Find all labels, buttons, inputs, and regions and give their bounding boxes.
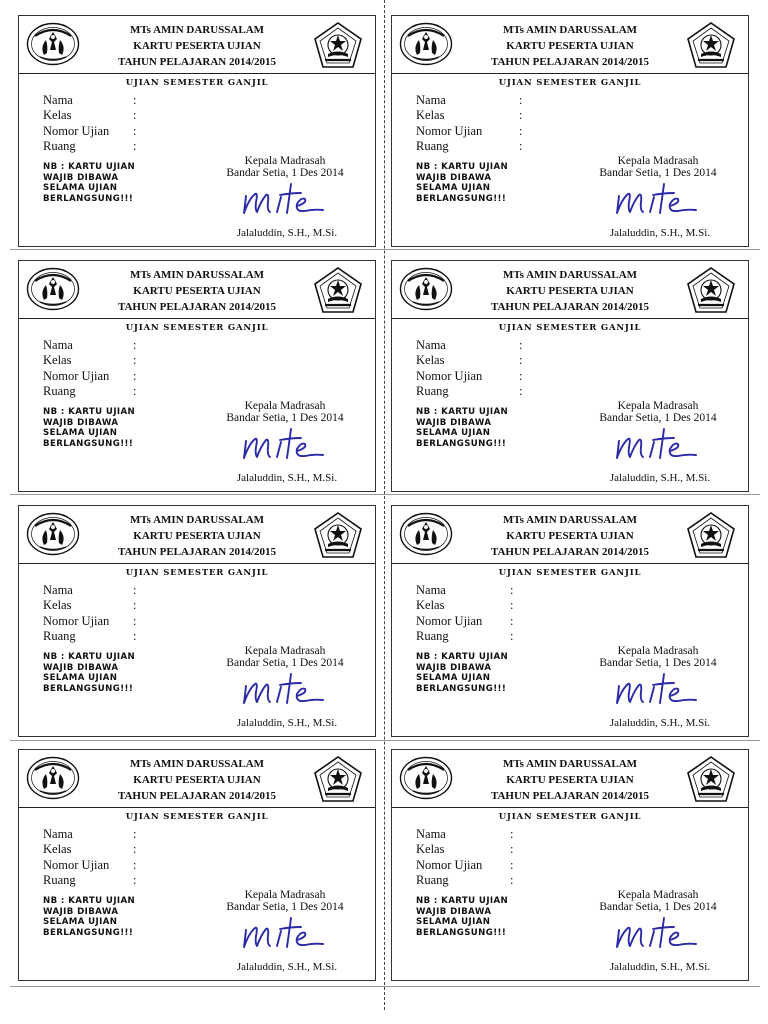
place-date: Bandar Setia, 1 Des 2014	[599, 657, 717, 669]
note-line: BERLANGSUNG!!!	[43, 193, 134, 204]
madrasah-pentagon-logo-icon	[686, 266, 736, 314]
field-colon: :	[133, 583, 137, 597]
place-date: Bandar Setia, 1 Des 2014	[226, 901, 344, 913]
signature-image	[241, 672, 325, 708]
note-line: SELAMA UJIAN	[416, 917, 491, 927]
field-colon: :	[133, 139, 137, 153]
signature-image	[614, 182, 698, 218]
signer-name: Jalaluddin, S.H., M.Si.	[609, 717, 711, 729]
school-name: MTs AMIN DARUSSALAM	[502, 24, 638, 36]
card-note	[416, 407, 536, 449]
note-line: BERLANGSUNG!!!	[43, 927, 134, 938]
field-label-nama: Nama	[416, 583, 446, 597]
field-label-nama: Nama	[43, 93, 73, 107]
field-colon: :	[133, 108, 137, 122]
note-line: SELAMA UJIAN	[416, 673, 491, 683]
field-colon: :	[133, 598, 137, 612]
field-label-nama: Nama	[416, 338, 446, 352]
field-label-kelas: Kelas	[416, 842, 445, 856]
field-label-nomor-ujian: Nomor Ujian	[416, 614, 483, 628]
vertical-cut-line	[384, 0, 385, 1010]
card-header	[19, 16, 375, 74]
card-title: KARTU PESERTA UJIAN	[133, 40, 261, 52]
field-label-kelas: Kelas	[43, 108, 72, 122]
field-colon: :	[510, 858, 514, 872]
signature-image	[241, 427, 325, 463]
field-label-kelas: Kelas	[416, 108, 445, 122]
signature-image	[614, 916, 698, 952]
field-colon: :	[510, 842, 514, 856]
tut-wuri-handayani-logo-icon	[399, 267, 453, 311]
field-label-ruang: Ruang	[416, 873, 449, 887]
exam-name: UJIAN SEMESTER GANJIL	[125, 78, 269, 88]
place-date: Bandar Setia, 1 Des 2014	[599, 901, 717, 913]
field-label-kelas: Kelas	[416, 598, 445, 612]
school-name: MTs AMIN DARUSSALAM	[129, 269, 265, 281]
signer-name: Jalaluddin, S.H., M.Si.	[236, 961, 338, 973]
field-colon: :	[519, 384, 523, 398]
field-colon: :	[519, 124, 523, 138]
note-line: WAJIB DIBAWA	[43, 417, 119, 428]
note-line: SELAMA UJIAN	[43, 428, 118, 438]
exam-card	[391, 749, 749, 981]
card-note	[416, 162, 536, 204]
card-note	[416, 652, 536, 694]
madrasah-pentagon-logo-icon	[313, 21, 363, 69]
card-note	[43, 652, 163, 694]
school-year: TAHUN PELAJARAN 2014/2015	[117, 301, 277, 313]
field-colon: :	[519, 139, 523, 153]
place-date: Bandar Setia, 1 Des 2014	[599, 412, 717, 424]
note-line: NB : KARTU UJIAN	[43, 652, 136, 662]
field-colon: :	[133, 827, 137, 841]
school-name: MTs AMIN DARUSSALAM	[502, 269, 638, 281]
school-year: TAHUN PELAJARAN 2014/2015	[490, 301, 650, 313]
field-label-nama: Nama	[43, 583, 73, 597]
field-colon: :	[519, 353, 523, 367]
school-year: TAHUN PELAJARAN 2014/2015	[117, 790, 277, 802]
field-colon: :	[133, 873, 137, 887]
field-label-nama: Nama	[43, 827, 73, 841]
field-colon: :	[519, 369, 523, 383]
exam-name: UJIAN SEMESTER GANJIL	[125, 323, 269, 333]
note-line: NB : KARTU UJIAN	[416, 896, 509, 906]
field-colon: :	[133, 858, 137, 872]
exam-name: UJIAN SEMESTER GANJIL	[125, 568, 269, 578]
card-header	[19, 750, 375, 808]
principal-title: Kepala Madrasah	[244, 645, 326, 657]
tut-wuri-handayani-logo-icon	[26, 22, 80, 66]
field-label-nomor-ujian: Nomor Ujian	[416, 369, 483, 383]
madrasah-pentagon-logo-icon	[313, 266, 363, 314]
tut-wuri-handayani-logo-icon	[399, 22, 453, 66]
school-year: TAHUN PELAJARAN 2014/2015	[490, 790, 650, 802]
field-colon: :	[133, 384, 137, 398]
signer-name: Jalaluddin, S.H., M.Si.	[236, 472, 338, 484]
principal-title: Kepala Madrasah	[617, 155, 699, 167]
field-label-ruang: Ruang	[43, 139, 76, 153]
field-colon: :	[133, 93, 137, 107]
card-header	[392, 750, 748, 808]
card-note	[43, 407, 163, 449]
field-colon: :	[133, 369, 137, 383]
exam-name: UJIAN SEMESTER GANJIL	[125, 812, 269, 822]
field-label-nomor-ujian: Nomor Ujian	[43, 124, 110, 138]
field-label-kelas: Kelas	[43, 598, 72, 612]
note-line: WAJIB DIBAWA	[43, 662, 119, 673]
field-label-ruang: Ruang	[43, 384, 76, 398]
note-line: BERLANGSUNG!!!	[43, 683, 134, 694]
principal-title: Kepala Madrasah	[244, 400, 326, 412]
exam-name: UJIAN SEMESTER GANJIL	[498, 323, 642, 333]
field-label-ruang: Ruang	[416, 384, 449, 398]
principal-title: Kepala Madrasah	[617, 645, 699, 657]
signer-name: Jalaluddin, S.H., M.Si.	[236, 717, 338, 729]
school-year: TAHUN PELAJARAN 2014/2015	[117, 546, 277, 558]
field-label-kelas: Kelas	[43, 842, 72, 856]
signature-image	[241, 916, 325, 952]
madrasah-pentagon-logo-icon	[686, 21, 736, 69]
card-header	[19, 261, 375, 319]
card-title: KARTU PESERTA UJIAN	[133, 774, 261, 786]
card-header	[392, 506, 748, 564]
exam-name: UJIAN SEMESTER GANJIL	[498, 812, 642, 822]
madrasah-pentagon-logo-icon	[686, 511, 736, 559]
tut-wuri-handayani-logo-icon	[26, 756, 80, 800]
note-line: NB : KARTU UJIAN	[43, 896, 136, 906]
tut-wuri-handayani-logo-icon	[26, 512, 80, 556]
note-line: WAJIB DIBAWA	[416, 906, 492, 917]
field-colon: :	[510, 873, 514, 887]
horizontal-cut-line	[10, 740, 760, 741]
field-colon: :	[510, 827, 514, 841]
place-date: Bandar Setia, 1 Des 2014	[226, 412, 344, 424]
note-line: WAJIB DIBAWA	[416, 662, 492, 673]
note-line: SELAMA UJIAN	[43, 673, 118, 683]
exam-card	[18, 260, 376, 492]
note-line: NB : KARTU UJIAN	[43, 162, 136, 172]
card-title: KARTU PESERTA UJIAN	[506, 285, 634, 297]
note-line: WAJIB DIBAWA	[43, 906, 119, 917]
exam-card	[391, 505, 749, 737]
field-colon: :	[133, 338, 137, 352]
field-label-nomor-ujian: Nomor Ujian	[416, 858, 483, 872]
note-line: NB : KARTU UJIAN	[416, 407, 509, 417]
field-label-ruang: Ruang	[416, 139, 449, 153]
field-colon: :	[510, 598, 514, 612]
note-line: WAJIB DIBAWA	[416, 172, 492, 183]
field-label-nomor-ujian: Nomor Ujian	[43, 369, 110, 383]
tut-wuri-handayani-logo-icon	[399, 756, 453, 800]
card-header	[392, 16, 748, 74]
signature-image	[614, 427, 698, 463]
school-name: MTs AMIN DARUSSALAM	[129, 514, 265, 526]
exam-card	[18, 749, 376, 981]
field-label-nama: Nama	[416, 93, 446, 107]
horizontal-cut-line	[10, 494, 760, 495]
signer-name: Jalaluddin, S.H., M.Si.	[236, 227, 338, 239]
school-name: MTs AMIN DARUSSALAM	[502, 514, 638, 526]
card-header	[392, 261, 748, 319]
note-line: SELAMA UJIAN	[43, 917, 118, 927]
field-label-kelas: Kelas	[416, 353, 445, 367]
note-line: NB : KARTU UJIAN	[43, 407, 136, 417]
field-label-nomor-ujian: Nomor Ujian	[416, 124, 483, 138]
note-line: NB : KARTU UJIAN	[416, 652, 509, 662]
field-colon: :	[133, 842, 137, 856]
field-label-kelas: Kelas	[43, 353, 72, 367]
exam-card	[391, 260, 749, 492]
principal-title: Kepala Madrasah	[617, 400, 699, 412]
note-line: BERLANGSUNG!!!	[416, 683, 507, 694]
field-colon: :	[133, 614, 137, 628]
principal-title: Kepala Madrasah	[244, 889, 326, 901]
note-line: WAJIB DIBAWA	[43, 172, 119, 183]
school-name: MTs AMIN DARUSSALAM	[129, 24, 265, 36]
field-colon: :	[519, 108, 523, 122]
field-colon: :	[510, 614, 514, 628]
signature-image	[614, 672, 698, 708]
school-year: TAHUN PELAJARAN 2014/2015	[490, 56, 650, 68]
field-colon: :	[519, 338, 523, 352]
card-title: KARTU PESERTA UJIAN	[506, 530, 634, 542]
card-note	[43, 896, 163, 938]
card-header	[19, 506, 375, 564]
field-colon: :	[510, 629, 514, 643]
signer-name: Jalaluddin, S.H., M.Si.	[609, 961, 711, 973]
horizontal-cut-line	[10, 249, 760, 250]
field-label-nama: Nama	[416, 827, 446, 841]
madrasah-pentagon-logo-icon	[686, 755, 736, 803]
school-year: TAHUN PELAJARAN 2014/2015	[490, 546, 650, 558]
horizontal-cut-line	[10, 986, 760, 987]
madrasah-pentagon-logo-icon	[313, 511, 363, 559]
madrasah-pentagon-logo-icon	[313, 755, 363, 803]
exam-card	[18, 505, 376, 737]
tut-wuri-handayani-logo-icon	[399, 512, 453, 556]
school-name: MTs AMIN DARUSSALAM	[129, 758, 265, 770]
field-colon: :	[510, 583, 514, 597]
field-label-ruang: Ruang	[43, 629, 76, 643]
field-label-ruang: Ruang	[416, 629, 449, 643]
signature-image	[241, 182, 325, 218]
signer-name: Jalaluddin, S.H., M.Si.	[609, 227, 711, 239]
note-line: BERLANGSUNG!!!	[416, 438, 507, 449]
place-date: Bandar Setia, 1 Des 2014	[226, 657, 344, 669]
card-title: KARTU PESERTA UJIAN	[133, 285, 261, 297]
field-label-nomor-ujian: Nomor Ujian	[43, 858, 110, 872]
place-date: Bandar Setia, 1 Des 2014	[599, 167, 717, 179]
school-name: MTs AMIN DARUSSALAM	[502, 758, 638, 770]
field-label-nama: Nama	[43, 338, 73, 352]
exam-name: UJIAN SEMESTER GANJIL	[498, 568, 642, 578]
note-line: SELAMA UJIAN	[43, 183, 118, 193]
principal-title: Kepala Madrasah	[617, 889, 699, 901]
principal-title: Kepala Madrasah	[244, 155, 326, 167]
card-title: KARTU PESERTA UJIAN	[506, 40, 634, 52]
field-colon: :	[133, 124, 137, 138]
exam-name: UJIAN SEMESTER GANJIL	[498, 78, 642, 88]
field-colon: :	[133, 629, 137, 643]
exam-card	[18, 15, 376, 247]
card-note	[416, 896, 536, 938]
field-label-ruang: Ruang	[43, 873, 76, 887]
note-line: BERLANGSUNG!!!	[416, 927, 507, 938]
signer-name: Jalaluddin, S.H., M.Si.	[609, 472, 711, 484]
exam-card	[391, 15, 749, 247]
card-title: KARTU PESERTA UJIAN	[506, 774, 634, 786]
field-colon: :	[133, 353, 137, 367]
field-colon: :	[519, 93, 523, 107]
place-date: Bandar Setia, 1 Des 2014	[226, 167, 344, 179]
card-note	[43, 162, 163, 204]
note-line: NB : KARTU UJIAN	[416, 162, 509, 172]
card-title: KARTU PESERTA UJIAN	[133, 530, 261, 542]
tut-wuri-handayani-logo-icon	[26, 267, 80, 311]
note-line: WAJIB DIBAWA	[416, 417, 492, 428]
note-line: SELAMA UJIAN	[416, 428, 491, 438]
note-line: SELAMA UJIAN	[416, 183, 491, 193]
note-line: BERLANGSUNG!!!	[43, 438, 134, 449]
note-line: BERLANGSUNG!!!	[416, 193, 507, 204]
school-year: TAHUN PELAJARAN 2014/2015	[117, 56, 277, 68]
field-label-nomor-ujian: Nomor Ujian	[43, 614, 110, 628]
